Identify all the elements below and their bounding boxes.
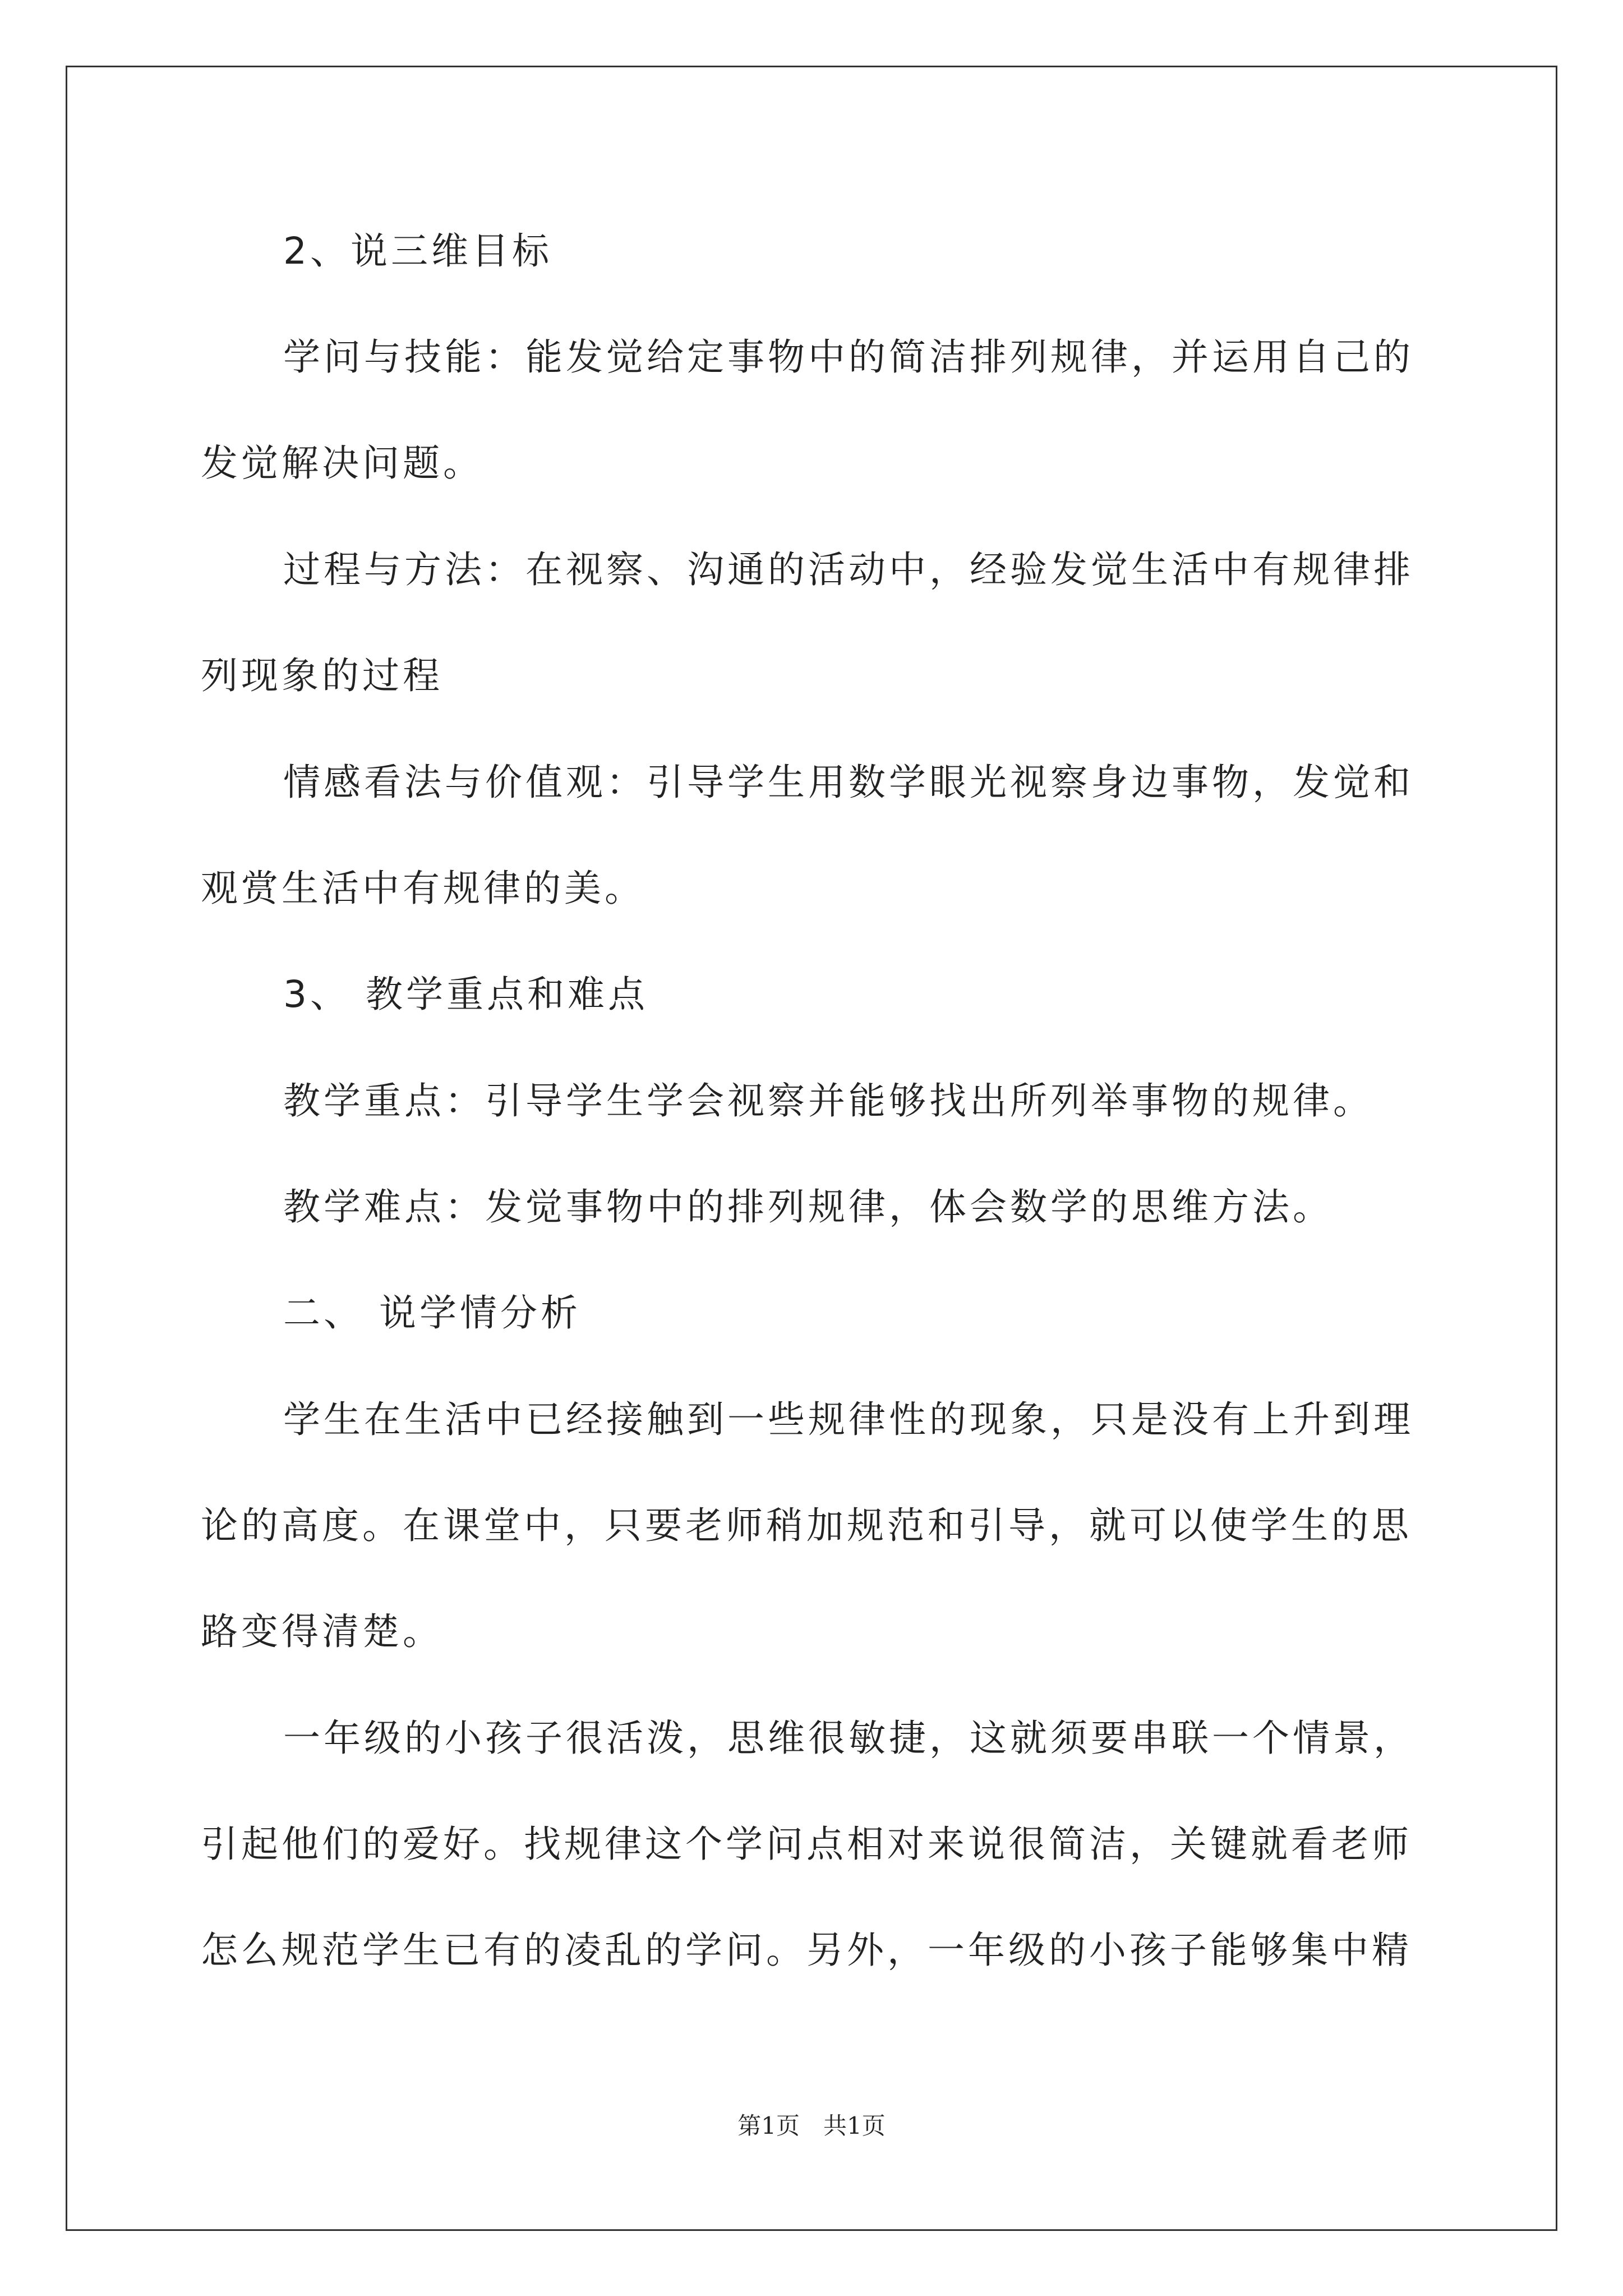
paragraph-line: 路变得清楚。 [201, 1610, 443, 1653]
paragraph-line: 情感看法与价值观：引导学生用数学眼光视察身边事物，发觉和 [283, 761, 1414, 804]
page-border [66, 66, 1557, 2231]
paragraph-line: 教学难点：发觉事物中的排列规律，体会数学的思维方法。 [283, 1185, 1333, 1228]
page-number-footer: 第1页 共1页 [737, 2112, 886, 2139]
paragraph-line: 引起他们的爱好。找规律这个学问点相对来说很简洁，关键就看老师 [201, 1823, 1412, 1866]
paragraph-line: 发觉解决问题。 [201, 441, 483, 485]
section-heading-key-points: 3、 教学重点和难点 [283, 973, 648, 1016]
paragraph-line: 一年级的小孩子很活泼，思维很敏捷，这就须要串联一个情景， [283, 1717, 1414, 1760]
paragraph-line: 怎么规范学生已有的凌乱的学问。另外，一年级的小孩子能够集中精 [201, 1929, 1412, 1972]
paragraph-line: 教学重点：引导学生学会视察并能够找出所列举事物的规律。 [283, 1079, 1373, 1122]
paragraph-line: 列现象的过程 [201, 654, 443, 697]
section-heading-three-goals: 2、说三维目标 [283, 229, 552, 273]
paragraph-line: 观赏生活中有规律的美。 [201, 867, 645, 910]
paragraph-line: 论的高度。在课堂中，只要老师稍加规范和引导，就可以使学生的思 [201, 1504, 1412, 1547]
paragraph-line: 过程与方法：在视察、沟通的活动中，经验发觉生活中有规律排 [283, 548, 1414, 591]
paragraph-line: 学生在生活中已经接触到一些规律性的现象，只是没有上升到理 [283, 1398, 1414, 1441]
section-heading-student-analysis: 二、 说学情分析 [283, 1291, 581, 1335]
paragraph-line: 学问与技能：能发觉给定事物中的简洁排列规律，并运用自己的 [283, 335, 1414, 379]
